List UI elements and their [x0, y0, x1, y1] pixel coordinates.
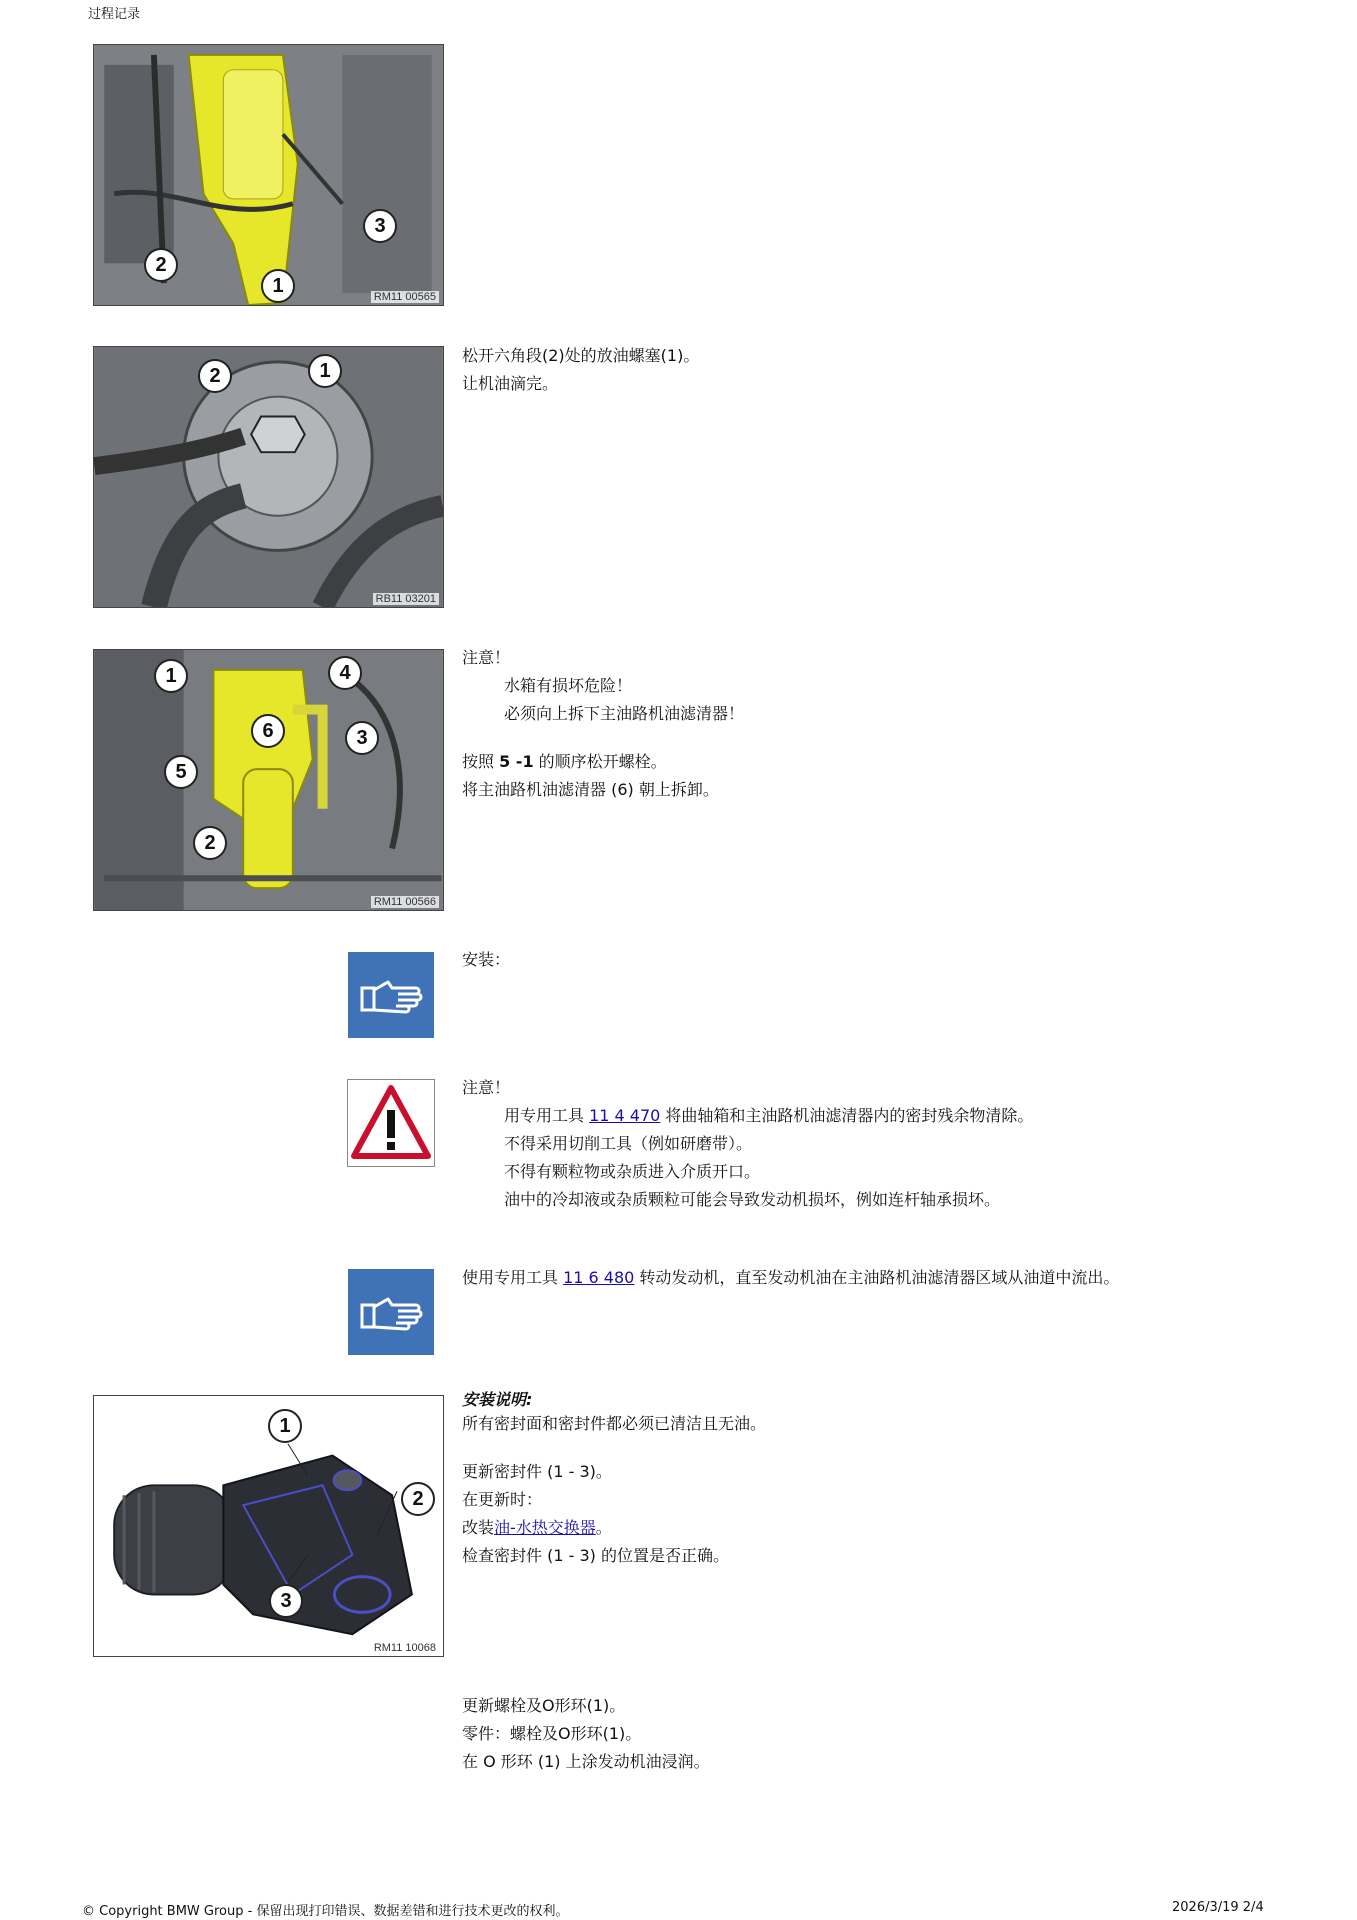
tool-link-11-6-480[interactable]: 11 6 480 — [563, 1268, 635, 1287]
install-notes-line-4-suffix: 。 — [595, 1518, 612, 1537]
callout-3: 3 — [269, 1584, 303, 1618]
install-notes-line-5: 检查密封件 (1 - 3) 的位置是否正确。 — [462, 1546, 729, 1565]
install-notes-block — [462, 1390, 766, 1570]
install-label: 安装： — [462, 950, 511, 969]
engine-illustration-2 — [94, 347, 443, 607]
rotate-prefix: 使用专用工具 — [462, 1268, 564, 1287]
bolt-order-range: 5 -1 — [499, 752, 534, 771]
bolt-order-line — [462, 748, 744, 776]
pointing-hand-icon — [348, 952, 434, 1038]
callout-4: 4 — [328, 656, 362, 690]
final-line-3: 在 O 形环 (1) 上涂发动机油浸润。 — [462, 1752, 710, 1771]
warning-line-4: 油中的冷却液或杂质颗粒可能会导致发动机损坏，例如连杆轴承损坏。 — [504, 1190, 1001, 1209]
figure-oil-filter-bolts — [93, 649, 444, 911]
drain-line-1: 松开六角段(2)处的放油螺塞(1)。 — [462, 346, 700, 365]
footer-copyright: © Copyright BMW Group - 保留出现打印错误、数据差错和进行技术更改的权利。 — [82, 1904, 569, 1919]
callout-2: 2 — [193, 826, 227, 860]
figure-code: RM11 00565 — [371, 291, 439, 303]
heat-exchanger-link[interactable]: 油-水热交换器 — [494, 1518, 596, 1537]
callout-2: 2 — [198, 359, 232, 393]
callout-6: 6 — [251, 714, 285, 748]
callout-2: 2 — [401, 1482, 435, 1516]
bolt-order-prefix: 按照 — [462, 752, 500, 771]
install-notes-line-3: 在更新时： — [462, 1490, 543, 1509]
remove-filter-line: 将主油路机油滤清器 (6) 朝上拆卸。 — [462, 780, 719, 799]
callout-1: 1 — [154, 659, 188, 693]
figure-code: RM11 10068 — [371, 1642, 439, 1654]
figure-oil-filter-module — [93, 1395, 444, 1657]
install-notes-line-4 — [462, 1514, 766, 1542]
warning-triangle-icon — [347, 1079, 435, 1167]
bolt-order-suffix: 的顺序松开螺栓。 — [533, 752, 667, 771]
callout-3: 3 — [363, 209, 397, 243]
warning-line-1 — [462, 1102, 1033, 1130]
callout-3: 3 — [345, 721, 379, 755]
warning-line-1-prefix: 用专用工具 — [504, 1106, 590, 1125]
install-notes-line-4-prefix: 改装 — [462, 1518, 495, 1537]
figure-drain-plug — [93, 346, 444, 608]
final-steps-block — [462, 1692, 710, 1776]
warning-title: 注意！ — [462, 1078, 511, 1097]
install-notes-line-2: 更新密封件 (1 - 3)。 — [462, 1462, 612, 1481]
install-notes-line-1: 所有密封面和密封件都必须已清洁且无油。 — [462, 1414, 767, 1433]
warning-text-block — [462, 1074, 1033, 1214]
page-header-title: 过程记录 — [88, 7, 141, 22]
note-title: 注意！ — [462, 648, 511, 667]
pointing-hand-icon — [348, 1269, 434, 1355]
callout-1: 1 — [261, 269, 295, 303]
step-drain-text — [462, 342, 699, 398]
callout-2: 2 — [144, 248, 178, 282]
figure-code: RM11 00566 — [371, 896, 439, 908]
tool-link-11-4-470[interactable]: 11 4 470 — [589, 1106, 661, 1125]
drain-line-2: 让机油滴完。 — [462, 374, 559, 393]
footer-page-info: 2026/3/19 2/4 — [1172, 1900, 1264, 1915]
rotate-suffix: 转动发动机，直至发动机油在主油路机油滤清器区域从油道中流出。 — [634, 1268, 1120, 1287]
rotate-engine-line — [462, 1264, 1119, 1292]
callout-5: 5 — [164, 755, 198, 789]
final-line-1: 更新螺栓及O形环(1)。 — [462, 1696, 626, 1715]
warning-line-2: 不得采用切削工具（例如研磨带）。 — [504, 1134, 753, 1153]
warning-line-1-suffix: 将曲轴箱和主油路机油滤清器内的密封残余物清除。 — [660, 1106, 1034, 1125]
figure-oil-filter-housing-1 — [93, 44, 444, 306]
final-line-2: 零件：螺栓及O形环(1)。 — [462, 1724, 642, 1743]
install-notes-title: 安装说明: — [462, 1390, 533, 1409]
engine-illustration-3 — [94, 650, 443, 910]
note-line-1: 水箱有损坏危险！ — [504, 676, 633, 695]
filter-module-illustration — [94, 1396, 443, 1656]
figure-code: RB11 03201 — [373, 593, 439, 605]
note-line-2: 必须向上拆下主油路机油滤清器！ — [504, 704, 745, 723]
step-remove-filter-text — [462, 644, 744, 804]
warning-line-3: 不得有颗粒物或杂质进入介质开口。 — [504, 1162, 761, 1181]
callout-1: 1 — [308, 354, 342, 388]
callout-1: 1 — [268, 1409, 302, 1443]
